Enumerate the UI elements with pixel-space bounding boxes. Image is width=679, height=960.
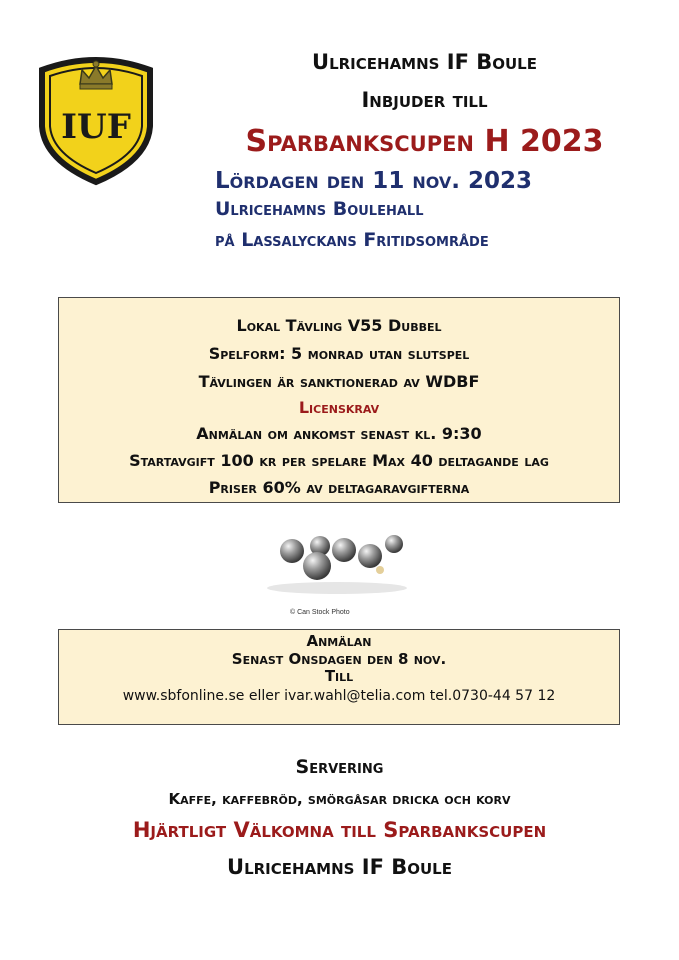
serving-items: Kaffe, kaffebröd, smörgåsar dricka och korv: [168, 790, 511, 808]
registration-box: [58, 629, 620, 725]
logo-letters: IUF: [61, 107, 131, 147]
registration-contact: www.sbfonline.se eller ivar.wahl@telia.com tel.0730-44 57 12: [122, 688, 556, 704]
event-date: Lördagen den 11 nov. 2023: [215, 168, 533, 194]
cup-title: Sparbankscupen H 2023: [245, 124, 604, 159]
info-line-prizes: Priser 60% av deltagaravgifterna: [208, 478, 470, 497]
invites-heading: Inbjuder till: [361, 88, 488, 112]
info-line-license: Licenskrav: [298, 398, 380, 417]
venue-location-line: på Lassalyckans Fritidsområde: [215, 229, 489, 251]
footer-club-name: Ulricehamns IF Boule: [227, 855, 452, 879]
info-line-sanction: Tävlingen är sanktionerad av WDBF: [198, 372, 480, 391]
registration-to: Till: [324, 667, 354, 685]
competition-info-box: [58, 297, 620, 503]
photo-credit: © Can Stock Photo: [290, 609, 350, 616]
info-line-fee: Startavgift 100 kr per spelare Max 40 deltagande lag: [129, 451, 549, 470]
welcome-message: Hjärtligt Välkomna till Sparbankscupen: [132, 818, 547, 842]
registration-deadline: Senast Onsdagen den 8 nov.: [231, 650, 447, 668]
club-shield-logo: [34, 48, 158, 186]
info-line-competition: Lokal Tävling V55 Dubbel: [236, 316, 442, 335]
info-line-format: Spelform: 5 monrad utan slutspel: [208, 344, 470, 363]
registration-heading: Anmälan: [306, 632, 372, 650]
boule-balls-image: [262, 528, 412, 600]
venue-line: Ulricehamns Boulehall: [215, 198, 424, 220]
serving-heading: Servering: [295, 756, 384, 778]
info-line-checkin: Anmälan om ankomst senast kl. 9:30: [196, 424, 482, 443]
club-name-heading: Ulricehamns IF Boule: [312, 50, 537, 74]
